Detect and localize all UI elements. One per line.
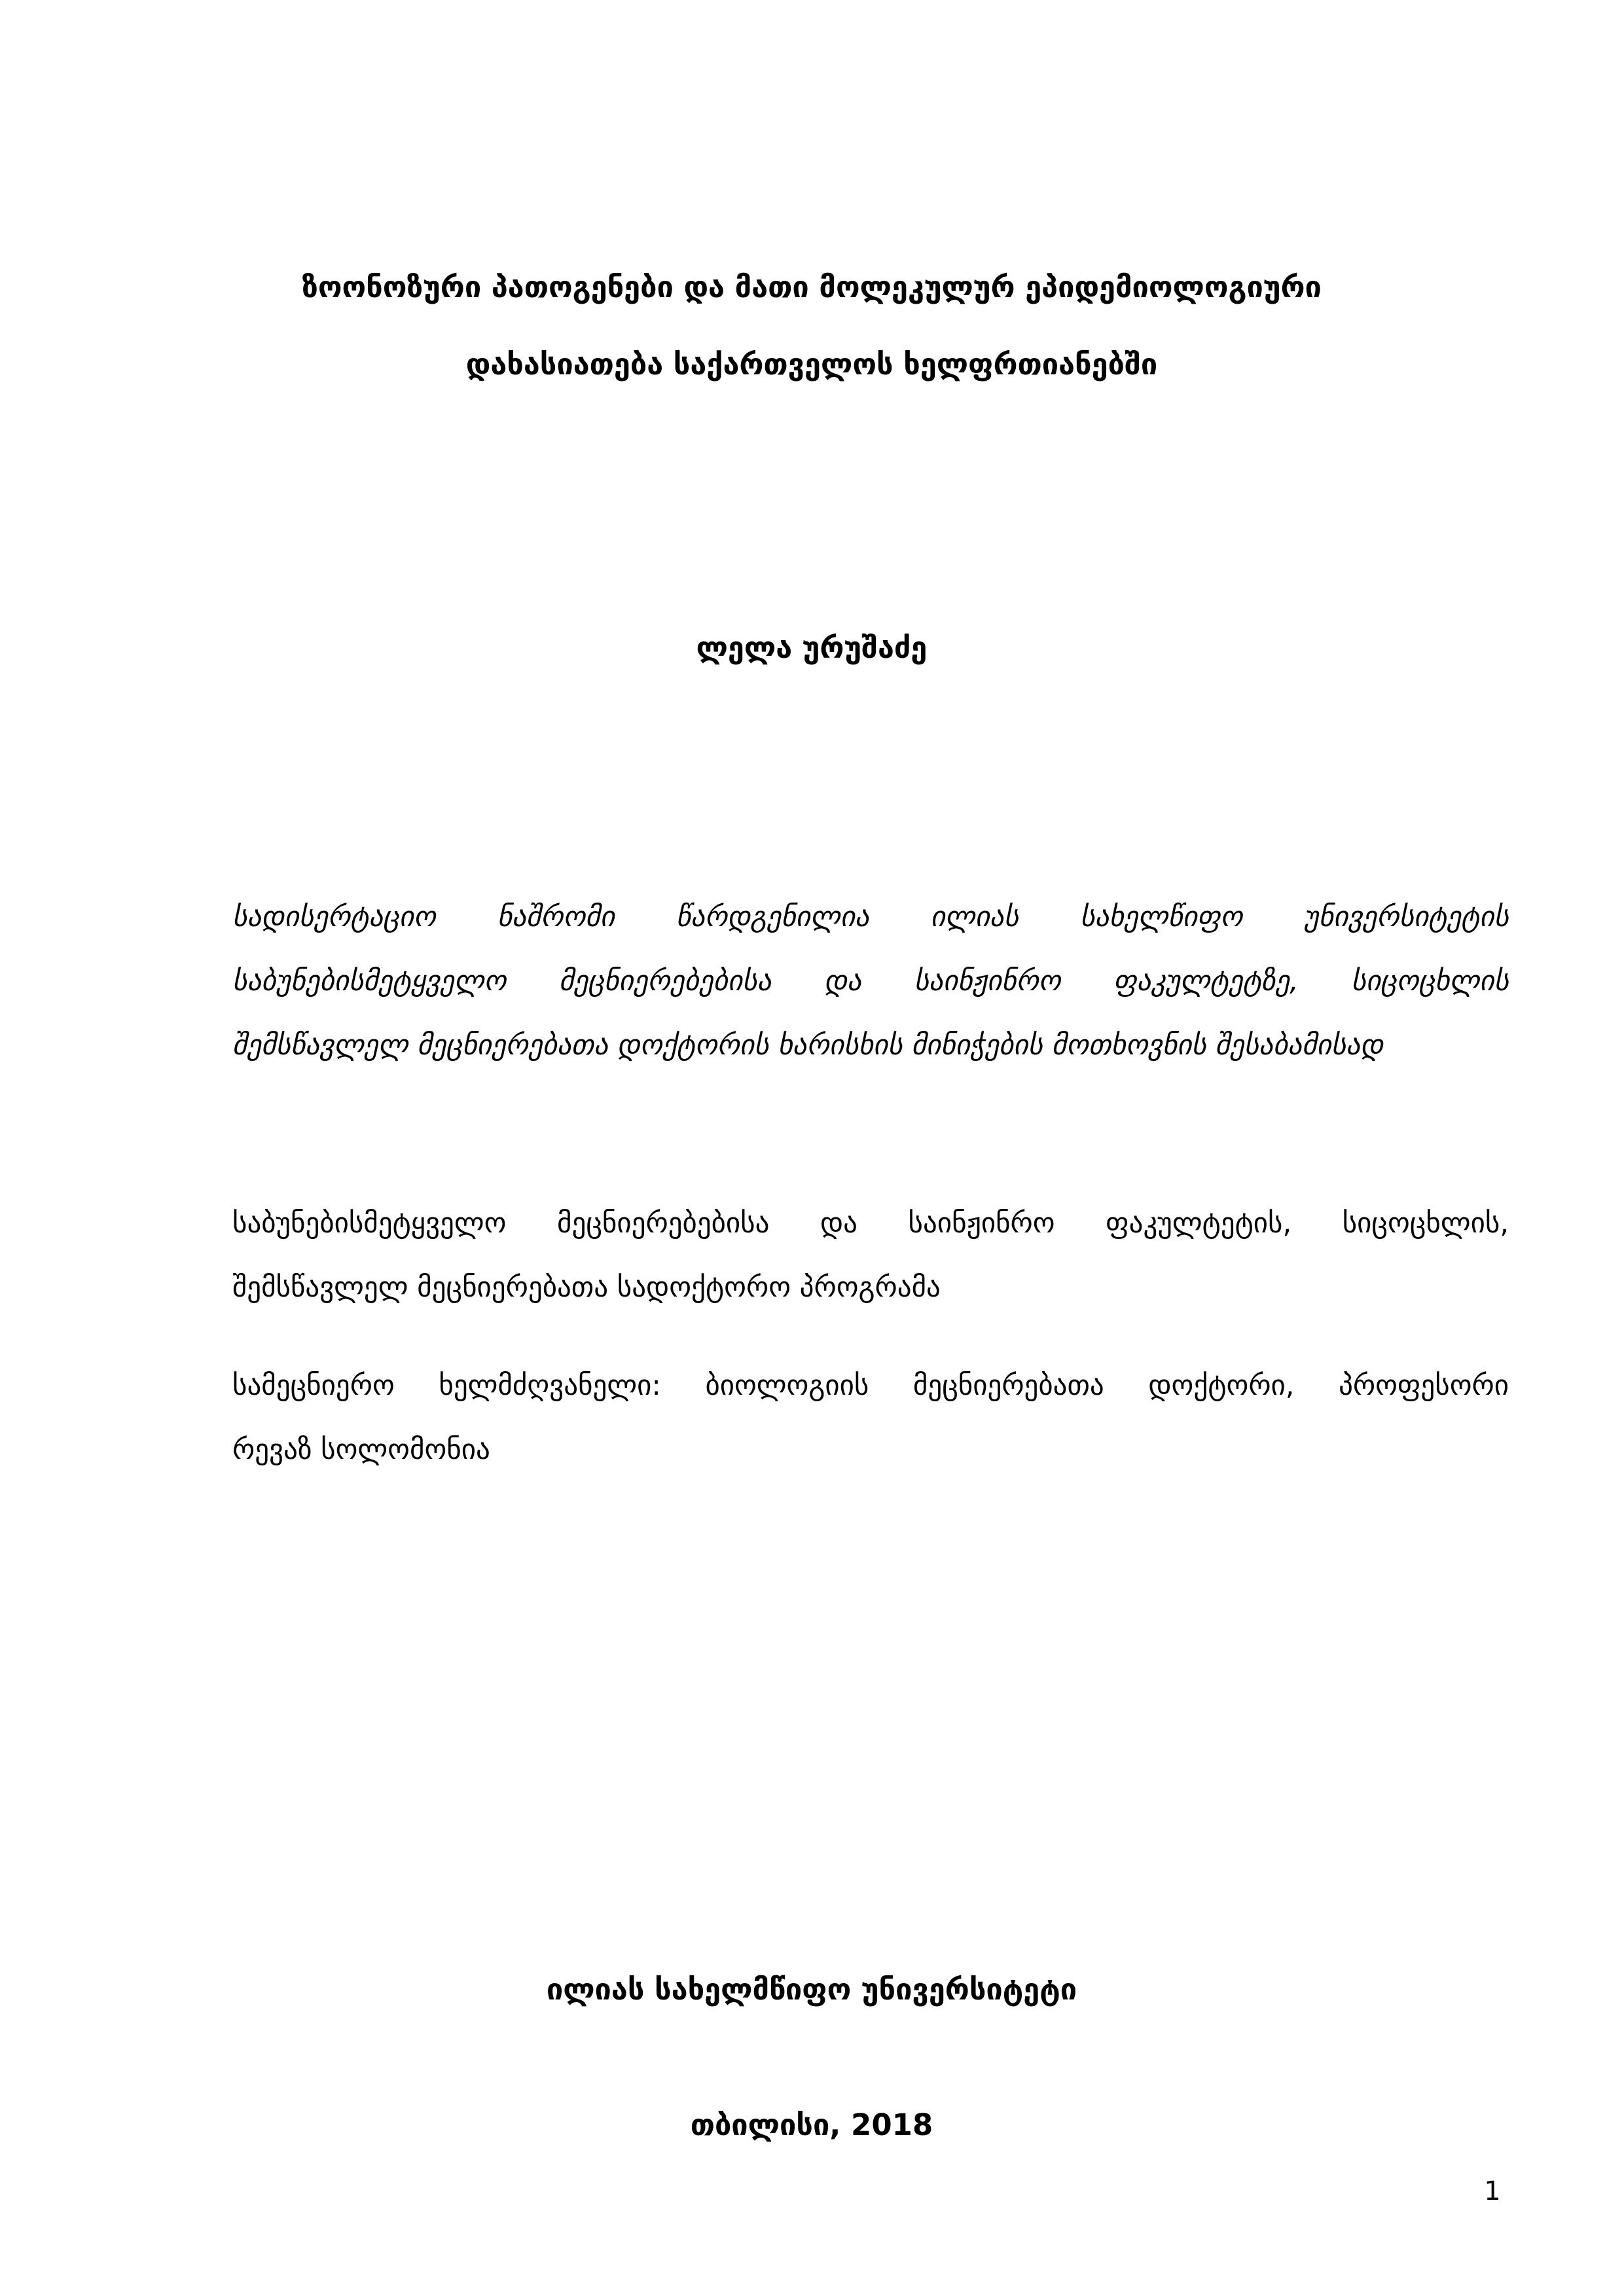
city-year: თბილისი, 2018 [690, 2108, 933, 2142]
submission-statement-line-2: საბუნებისმეტყველო მეცნიერებებისა და საინჟინრო ფაკულტეტზე, სიცოცხლის [232, 965, 1509, 997]
thesis-title-line-2: დახასიათება საქართველოს ხელფრთიანებში [465, 347, 1158, 382]
submission-statement-line-1: სადისერტაციო ნაშრომი წარდგენილია ილიას სახელწიფო უნივერსიტეტის [232, 901, 1509, 933]
scientific-supervisor-line-1: სამეცნიერო ხელმძღვანელი: ბიოლოგიის მეცნიერებათა დოქტორი, პროფესორი [232, 1369, 1509, 1402]
university-name: ილიას სახელმწიფო უნივერსიტეტი [546, 1972, 1077, 2007]
doctoral-program [232, 1191, 1509, 1319]
doctoral-program-line-2: შემსწავლელ მეცნიერებათა სადოქტორო პროგრამა [232, 1271, 941, 1304]
doctoral-program-line-1: საბუნებისმეტყველო მეცნიერებებისა და საინჟინრო ფაკულტეტის, სიცოცხლის, [232, 1207, 1509, 1240]
submission-statement [232, 885, 1509, 1077]
thesis-title-line-1: ზოონოზური პათოგენები და მათი მოლეკულურ ეპიდემიოლოგიური [302, 270, 1322, 304]
page-number: 1 [1484, 2176, 1501, 2206]
submission-statement-line-3: შემსწავლელ მეცნიერებათა დოქტორის ხარისხის მინიჭების მოთხოვნის შესაბამისად [232, 1029, 1384, 1062]
scientific-supervisor-line-2: რევაზ სოლომონია [232, 1433, 490, 1466]
scientific-supervisor [232, 1354, 1509, 1482]
thesis-title [196, 249, 1427, 403]
author-name: ლელა ურუშაძე [696, 630, 928, 665]
